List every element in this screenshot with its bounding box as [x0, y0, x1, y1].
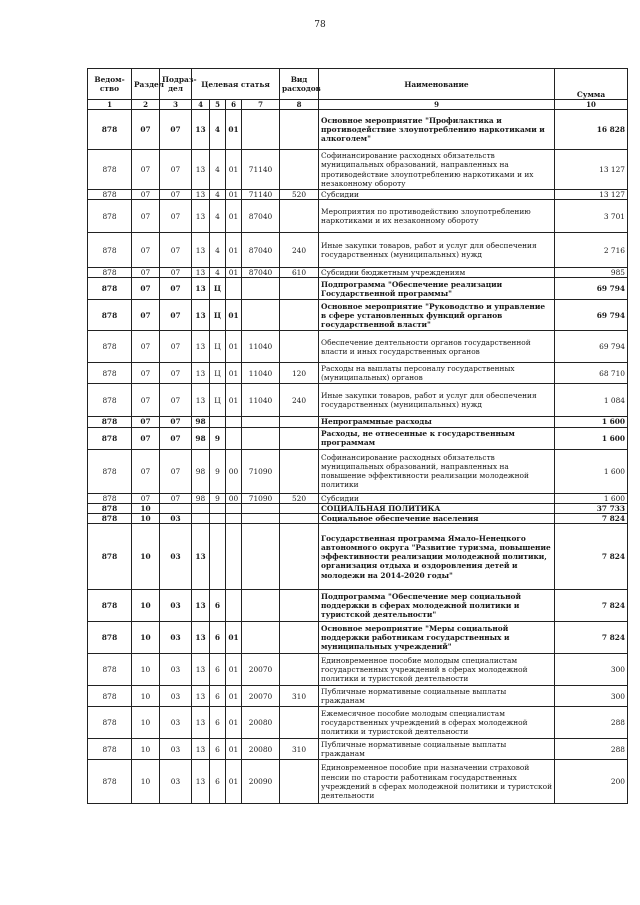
cell-vid: [280, 110, 319, 150]
cell-vid: 520: [280, 190, 319, 200]
cell-target-c: [226, 503, 242, 513]
cell-vid: [280, 331, 319, 363]
cell-target-a: 13: [192, 110, 210, 150]
cell-target-c: 01: [226, 200, 242, 233]
cell-target-c: 00: [226, 493, 242, 503]
cell-target-a: 13: [192, 686, 210, 707]
header-name: Наименование: [319, 69, 555, 100]
cell-vedomstvo: 878: [88, 686, 132, 707]
cell-podrazdel: 07: [160, 427, 192, 449]
cell-podrazdel: 03: [160, 590, 192, 622]
table-row: [88, 268, 628, 278]
budget-table: [87, 68, 628, 804]
cell-target-b: Ц: [210, 331, 226, 363]
header-sum: Сумма: [555, 69, 628, 100]
cell-target-a: 98: [192, 427, 210, 449]
cell-podrazdel: 03: [160, 739, 192, 760]
cell-vid: 310: [280, 686, 319, 707]
column-number: 9: [319, 100, 555, 110]
cell-sum: 300: [555, 686, 628, 707]
cell-target-code: 71090: [242, 493, 280, 503]
cell-razdel: 10: [132, 760, 160, 804]
cell-target-c: 01: [226, 384, 242, 417]
cell-target-c: 01: [226, 363, 242, 384]
cell-target-code: [242, 524, 280, 590]
cell-vedomstvo: 878: [88, 622, 132, 654]
cell-target-b: 9: [210, 427, 226, 449]
cell-name: Иные закупки товаров, работ и услуг для обеспечения государственных (муниципальных) нужд: [319, 384, 555, 417]
cell-target-a: 13: [192, 654, 210, 686]
cell-razdel: 07: [132, 200, 160, 233]
cell-podrazdel: 03: [160, 686, 192, 707]
cell-target-b: 6: [210, 686, 226, 707]
column-number: 8: [280, 100, 319, 110]
cell-sum: 69 794: [555, 278, 628, 300]
table-row: [88, 686, 628, 707]
cell-vid: [280, 514, 319, 524]
cell-razdel: 07: [132, 268, 160, 278]
header-vid: Вид расходов: [280, 69, 319, 100]
cell-podrazdel: 07: [160, 449, 192, 493]
cell-vedomstvo: 878: [88, 300, 132, 331]
cell-target-a: 13: [192, 190, 210, 200]
cell-sum: 2 716: [555, 233, 628, 268]
cell-vedomstvo: 878: [88, 417, 132, 427]
cell-target-code: [242, 514, 280, 524]
cell-target-code: 87040: [242, 268, 280, 278]
cell-target-c: 01: [226, 268, 242, 278]
cell-sum: 13 127: [555, 150, 628, 190]
cell-target-a: [192, 503, 210, 513]
cell-name: Основное мероприятие "Руководство и управление в сфере установленных функций органов государственной власти": [319, 300, 555, 331]
table-row: [88, 190, 628, 200]
cell-vedomstvo: 878: [88, 449, 132, 493]
cell-name: Подпрограмма "Обеспечение реализации Государственной программы": [319, 278, 555, 300]
cell-target-b: Ц: [210, 363, 226, 384]
cell-name: Софинансирование расходных обязательств муниципальных образований, направленных на противодействие злоупотреблению наркотиками и их незаконному обороту: [319, 150, 555, 190]
cell-target-code: 20070: [242, 654, 280, 686]
column-number: 7: [242, 100, 280, 110]
table-row: [88, 110, 628, 150]
cell-podrazdel: 07: [160, 190, 192, 200]
cell-target-b: 6: [210, 739, 226, 760]
table-row: [88, 622, 628, 654]
cell-vedomstvo: 878: [88, 268, 132, 278]
cell-vedomstvo: 878: [88, 384, 132, 417]
cell-target-c: 01: [226, 233, 242, 268]
cell-target-a: [192, 514, 210, 524]
cell-razdel: 07: [132, 493, 160, 503]
cell-target-code: [242, 278, 280, 300]
cell-razdel: 07: [132, 417, 160, 427]
cell-razdel: 07: [132, 427, 160, 449]
cell-target-b: Ц: [210, 278, 226, 300]
cell-sum: 288: [555, 707, 628, 739]
cell-target-b: 4: [210, 190, 226, 200]
cell-target-c: 01: [226, 707, 242, 739]
cell-target-c: [226, 514, 242, 524]
column-number: 2: [132, 100, 160, 110]
cell-sum: 16 828: [555, 110, 628, 150]
cell-target-a: 13: [192, 739, 210, 760]
cell-vedomstvo: 878: [88, 524, 132, 590]
cell-sum: 1 600: [555, 417, 628, 427]
cell-razdel: 07: [132, 300, 160, 331]
cell-name: Единовременное пособие при назначении страховой пенсии по старости работникам государственных учреждений в сферах молодежной политики и туристской деятельности: [319, 760, 555, 804]
cell-target-a: 13: [192, 233, 210, 268]
cell-razdel: 07: [132, 363, 160, 384]
cell-target-code: 11040: [242, 363, 280, 384]
cell-razdel: 07: [132, 384, 160, 417]
cell-name: Ежемесячное пособие молодым специалистам государственных учреждений в сферах молодежной политики и туристской деятельности: [319, 707, 555, 739]
table-row: [88, 590, 628, 622]
cell-razdel: 07: [132, 449, 160, 493]
cell-target-code: [242, 503, 280, 513]
cell-vedomstvo: 878: [88, 514, 132, 524]
table-row: [88, 233, 628, 268]
cell-name: Основное мероприятие "Профилактика и противодействие злоупотреблению наркотиками и алкоголем": [319, 110, 555, 150]
cell-razdel: 10: [132, 654, 160, 686]
cell-target-c: 01: [226, 190, 242, 200]
cell-podrazdel: 03: [160, 707, 192, 739]
column-number: 3: [160, 100, 192, 110]
header-razdel: Раздел: [132, 69, 160, 100]
cell-target-code: 87040: [242, 200, 280, 233]
cell-target-a: 13: [192, 707, 210, 739]
cell-podrazdel: 07: [160, 300, 192, 331]
cell-target-a: 13: [192, 384, 210, 417]
cell-podrazdel: 07: [160, 233, 192, 268]
cell-razdel: 10: [132, 524, 160, 590]
cell-vid: [280, 427, 319, 449]
column-number: 4: [192, 100, 210, 110]
cell-vedomstvo: 878: [88, 590, 132, 622]
cell-vid: [280, 590, 319, 622]
cell-sum: 985: [555, 268, 628, 278]
cell-name: Основное мероприятие "Меры социальной поддержки работникам государственных и муниципальных учреждений": [319, 622, 555, 654]
cell-name: СОЦИАЛЬНАЯ ПОЛИТИКА: [319, 503, 555, 513]
cell-target-code: [242, 300, 280, 331]
cell-podrazdel: 07: [160, 331, 192, 363]
cell-sum: 1 600: [555, 427, 628, 449]
cell-razdel: 10: [132, 686, 160, 707]
cell-podrazdel: 07: [160, 268, 192, 278]
cell-vid: [280, 417, 319, 427]
cell-target-c: 01: [226, 622, 242, 654]
cell-sum: 200: [555, 760, 628, 804]
cell-podrazdel: [160, 503, 192, 513]
column-number: 6: [226, 100, 242, 110]
cell-razdel: 07: [132, 190, 160, 200]
cell-target-code: 71140: [242, 150, 280, 190]
cell-target-c: [226, 524, 242, 590]
cell-podrazdel: 03: [160, 654, 192, 686]
cell-name: Софинансирование расходных обязательств муниципальных образований, направленных на повышение эффективности реализации молодежной политики: [319, 449, 555, 493]
cell-sum: 1 600: [555, 493, 628, 503]
cell-name: Субсидии бюджетным учреждениям: [319, 268, 555, 278]
cell-target-code: 87040: [242, 233, 280, 268]
cell-target-b: 4: [210, 200, 226, 233]
cell-podrazdel: 03: [160, 622, 192, 654]
cell-target-b: 6: [210, 654, 226, 686]
cell-razdel: 07: [132, 278, 160, 300]
cell-sum: 1 084: [555, 384, 628, 417]
cell-vid: [280, 449, 319, 493]
table-row: [88, 427, 628, 449]
cell-vedomstvo: 878: [88, 110, 132, 150]
cell-name: Единовременное пособие молодым специалистам государственных учреждений в сферах молодежной политики и туристской деятельности: [319, 654, 555, 686]
cell-target-a: 13: [192, 524, 210, 590]
cell-name: Государственная программа Ямало-Ненецкого автономного округа "Развитие туризма, повышение эффективности реализации молодежной политики, организация отдыха и оздоровления детей и молодежи на 2014-2020 годы": [319, 524, 555, 590]
cell-name: Непрограммные расходы: [319, 417, 555, 427]
page-number: 78: [314, 20, 326, 30]
cell-podrazdel: 07: [160, 150, 192, 190]
cell-sum: 3 701: [555, 200, 628, 233]
cell-podrazdel: 07: [160, 384, 192, 417]
cell-vid: 520: [280, 493, 319, 503]
cell-vid: 240: [280, 233, 319, 268]
cell-target-a: 98: [192, 493, 210, 503]
cell-target-a: 13: [192, 278, 210, 300]
cell-sum: 288: [555, 739, 628, 760]
cell-razdel: 07: [132, 150, 160, 190]
cell-name: Иные закупки товаров, работ и услуг для обеспечения государственных (муниципальных) нужд: [319, 233, 555, 268]
cell-vid: [280, 760, 319, 804]
cell-target-b: 9: [210, 449, 226, 493]
cell-vedomstvo: 878: [88, 233, 132, 268]
table-row: [88, 654, 628, 686]
cell-target-b: 6: [210, 590, 226, 622]
table-row: [88, 331, 628, 363]
cell-target-c: 01: [226, 654, 242, 686]
cell-target-code: [242, 417, 280, 427]
cell-target-c: [226, 278, 242, 300]
cell-target-code: [242, 427, 280, 449]
cell-target-a: 98: [192, 417, 210, 427]
cell-target-a: 13: [192, 363, 210, 384]
cell-target-a: 13: [192, 622, 210, 654]
cell-vedomstvo: 878: [88, 331, 132, 363]
cell-target-b: 4: [210, 233, 226, 268]
cell-name: Расходы на выплаты персоналу государственных (муниципальных) органов: [319, 363, 555, 384]
cell-podrazdel: 03: [160, 760, 192, 804]
table-row: [88, 739, 628, 760]
cell-target-code: 20080: [242, 739, 280, 760]
cell-target-b: Ц: [210, 384, 226, 417]
cell-target-c: [226, 417, 242, 427]
cell-vid: [280, 622, 319, 654]
cell-vedomstvo: 878: [88, 427, 132, 449]
cell-podrazdel: 07: [160, 417, 192, 427]
table-row: [88, 514, 628, 524]
cell-target-a: 98: [192, 449, 210, 493]
table-row: [88, 493, 628, 503]
cell-name: Субсидии: [319, 190, 555, 200]
table-row: [88, 363, 628, 384]
column-number: 10: [555, 100, 628, 110]
cell-vid: [280, 707, 319, 739]
cell-target-c: 01: [226, 686, 242, 707]
cell-sum: 7 824: [555, 524, 628, 590]
cell-sum: 1 600: [555, 449, 628, 493]
cell-podrazdel: 07: [160, 493, 192, 503]
cell-target-a: 13: [192, 150, 210, 190]
cell-vid: [280, 654, 319, 686]
cell-podrazdel: 07: [160, 363, 192, 384]
cell-name: Расходы, не отнесенные к государственным программам: [319, 427, 555, 449]
cell-vid: [280, 300, 319, 331]
cell-sum: 7 824: [555, 514, 628, 524]
cell-name: Публичные нормативные социальные выплаты гражданам: [319, 686, 555, 707]
table-row: [88, 200, 628, 233]
cell-target-c: 00: [226, 449, 242, 493]
cell-vedomstvo: 878: [88, 493, 132, 503]
cell-vid: 310: [280, 739, 319, 760]
cell-target-c: [226, 427, 242, 449]
cell-razdel: 07: [132, 331, 160, 363]
cell-razdel: 10: [132, 739, 160, 760]
cell-vedomstvo: 878: [88, 190, 132, 200]
cell-vedomstvo: 878: [88, 150, 132, 190]
cell-target-code: [242, 590, 280, 622]
cell-target-b: 6: [210, 707, 226, 739]
cell-target-code: [242, 622, 280, 654]
cell-target-c: 01: [226, 110, 242, 150]
cell-target-b: 4: [210, 110, 226, 150]
cell-target-c: 01: [226, 150, 242, 190]
cell-target-code: 71140: [242, 190, 280, 200]
cell-vid: [280, 200, 319, 233]
table-row: [88, 503, 628, 513]
cell-target-a: 13: [192, 200, 210, 233]
cell-sum: 300: [555, 654, 628, 686]
cell-vedomstvo: 878: [88, 739, 132, 760]
cell-vedomstvo: 878: [88, 707, 132, 739]
cell-target-b: 6: [210, 760, 226, 804]
table-row: [88, 278, 628, 300]
cell-name: Социальное обеспечение населения: [319, 514, 555, 524]
cell-name: Обеспечение деятельности органов государственной власти и иных государственных органов: [319, 331, 555, 363]
cell-vedomstvo: 878: [88, 760, 132, 804]
header-vedomstvo: Ведом- ство: [88, 69, 132, 100]
cell-target-code: [242, 110, 280, 150]
cell-sum: 37 733: [555, 503, 628, 513]
cell-vedomstvo: 878: [88, 503, 132, 513]
cell-podrazdel: 07: [160, 200, 192, 233]
cell-target-b: [210, 503, 226, 513]
cell-razdel: 07: [132, 110, 160, 150]
cell-sum: 7 824: [555, 622, 628, 654]
cell-name: Субсидии: [319, 493, 555, 503]
table-row: [88, 417, 628, 427]
cell-target-b: 6: [210, 622, 226, 654]
cell-target-code: 11040: [242, 384, 280, 417]
cell-vid: 240: [280, 384, 319, 417]
cell-vid: [280, 503, 319, 513]
cell-vedomstvo: 878: [88, 363, 132, 384]
cell-target-a: 13: [192, 268, 210, 278]
cell-sum: 13 127: [555, 190, 628, 200]
cell-target-code: 20070: [242, 686, 280, 707]
column-number: 5: [210, 100, 226, 110]
cell-target-code: 20080: [242, 707, 280, 739]
cell-podrazdel: 07: [160, 110, 192, 150]
cell-vid: 120: [280, 363, 319, 384]
table-row: [88, 300, 628, 331]
cell-podrazdel: 07: [160, 278, 192, 300]
cell-sum: 68 710: [555, 363, 628, 384]
cell-target-c: 01: [226, 300, 242, 331]
cell-name: Публичные нормативные социальные выплаты гражданам: [319, 739, 555, 760]
cell-razdel: 10: [132, 514, 160, 524]
cell-target-code: 20090: [242, 760, 280, 804]
cell-target-b: [210, 524, 226, 590]
cell-name: Мероприятия по противодействию злоупотреблению наркотиками и их незаконному обороту: [319, 200, 555, 233]
cell-vid: [280, 278, 319, 300]
cell-sum: 7 824: [555, 590, 628, 622]
cell-podrazdel: 03: [160, 524, 192, 590]
cell-sum: 69 794: [555, 331, 628, 363]
table-row: [88, 524, 628, 590]
cell-vid: 610: [280, 268, 319, 278]
cell-razdel: 10: [132, 590, 160, 622]
column-number: 1: [88, 100, 132, 110]
cell-target-b: 9: [210, 493, 226, 503]
cell-target-b: [210, 417, 226, 427]
cell-vedomstvo: 878: [88, 278, 132, 300]
table-row: [88, 707, 628, 739]
table-row: [88, 150, 628, 190]
cell-razdel: 10: [132, 503, 160, 513]
cell-target-c: [226, 590, 242, 622]
cell-vedomstvo: 878: [88, 654, 132, 686]
cell-vid: [280, 524, 319, 590]
cell-vedomstvo: 878: [88, 200, 132, 233]
cell-target-b: Ц: [210, 300, 226, 331]
cell-target-c: 01: [226, 739, 242, 760]
header-podrazdel: Подраз- дел: [160, 69, 192, 100]
cell-target-c: 01: [226, 760, 242, 804]
cell-target-code: 11040: [242, 331, 280, 363]
cell-target-b: [210, 514, 226, 524]
cell-target-b: 4: [210, 268, 226, 278]
cell-target-c: 01: [226, 331, 242, 363]
cell-target-a: 13: [192, 760, 210, 804]
table-row: [88, 384, 628, 417]
cell-target-a: 13: [192, 590, 210, 622]
cell-podrazdel: 03: [160, 514, 192, 524]
cell-name: Подпрограмма "Обеспечение мер социальной поддержки в сферах молодежной политики и туристской деятельности": [319, 590, 555, 622]
cell-razdel: 10: [132, 622, 160, 654]
cell-target-b: 4: [210, 150, 226, 190]
cell-target-a: 13: [192, 300, 210, 331]
cell-target-a: 13: [192, 331, 210, 363]
cell-razdel: 10: [132, 707, 160, 739]
cell-sum: 69 794: [555, 300, 628, 331]
table-row: [88, 760, 628, 804]
cell-target-code: 71090: [242, 449, 280, 493]
cell-vid: [280, 150, 319, 190]
cell-razdel: 07: [132, 233, 160, 268]
header-target: Целевая статья: [192, 69, 280, 100]
table-row: [88, 449, 628, 493]
